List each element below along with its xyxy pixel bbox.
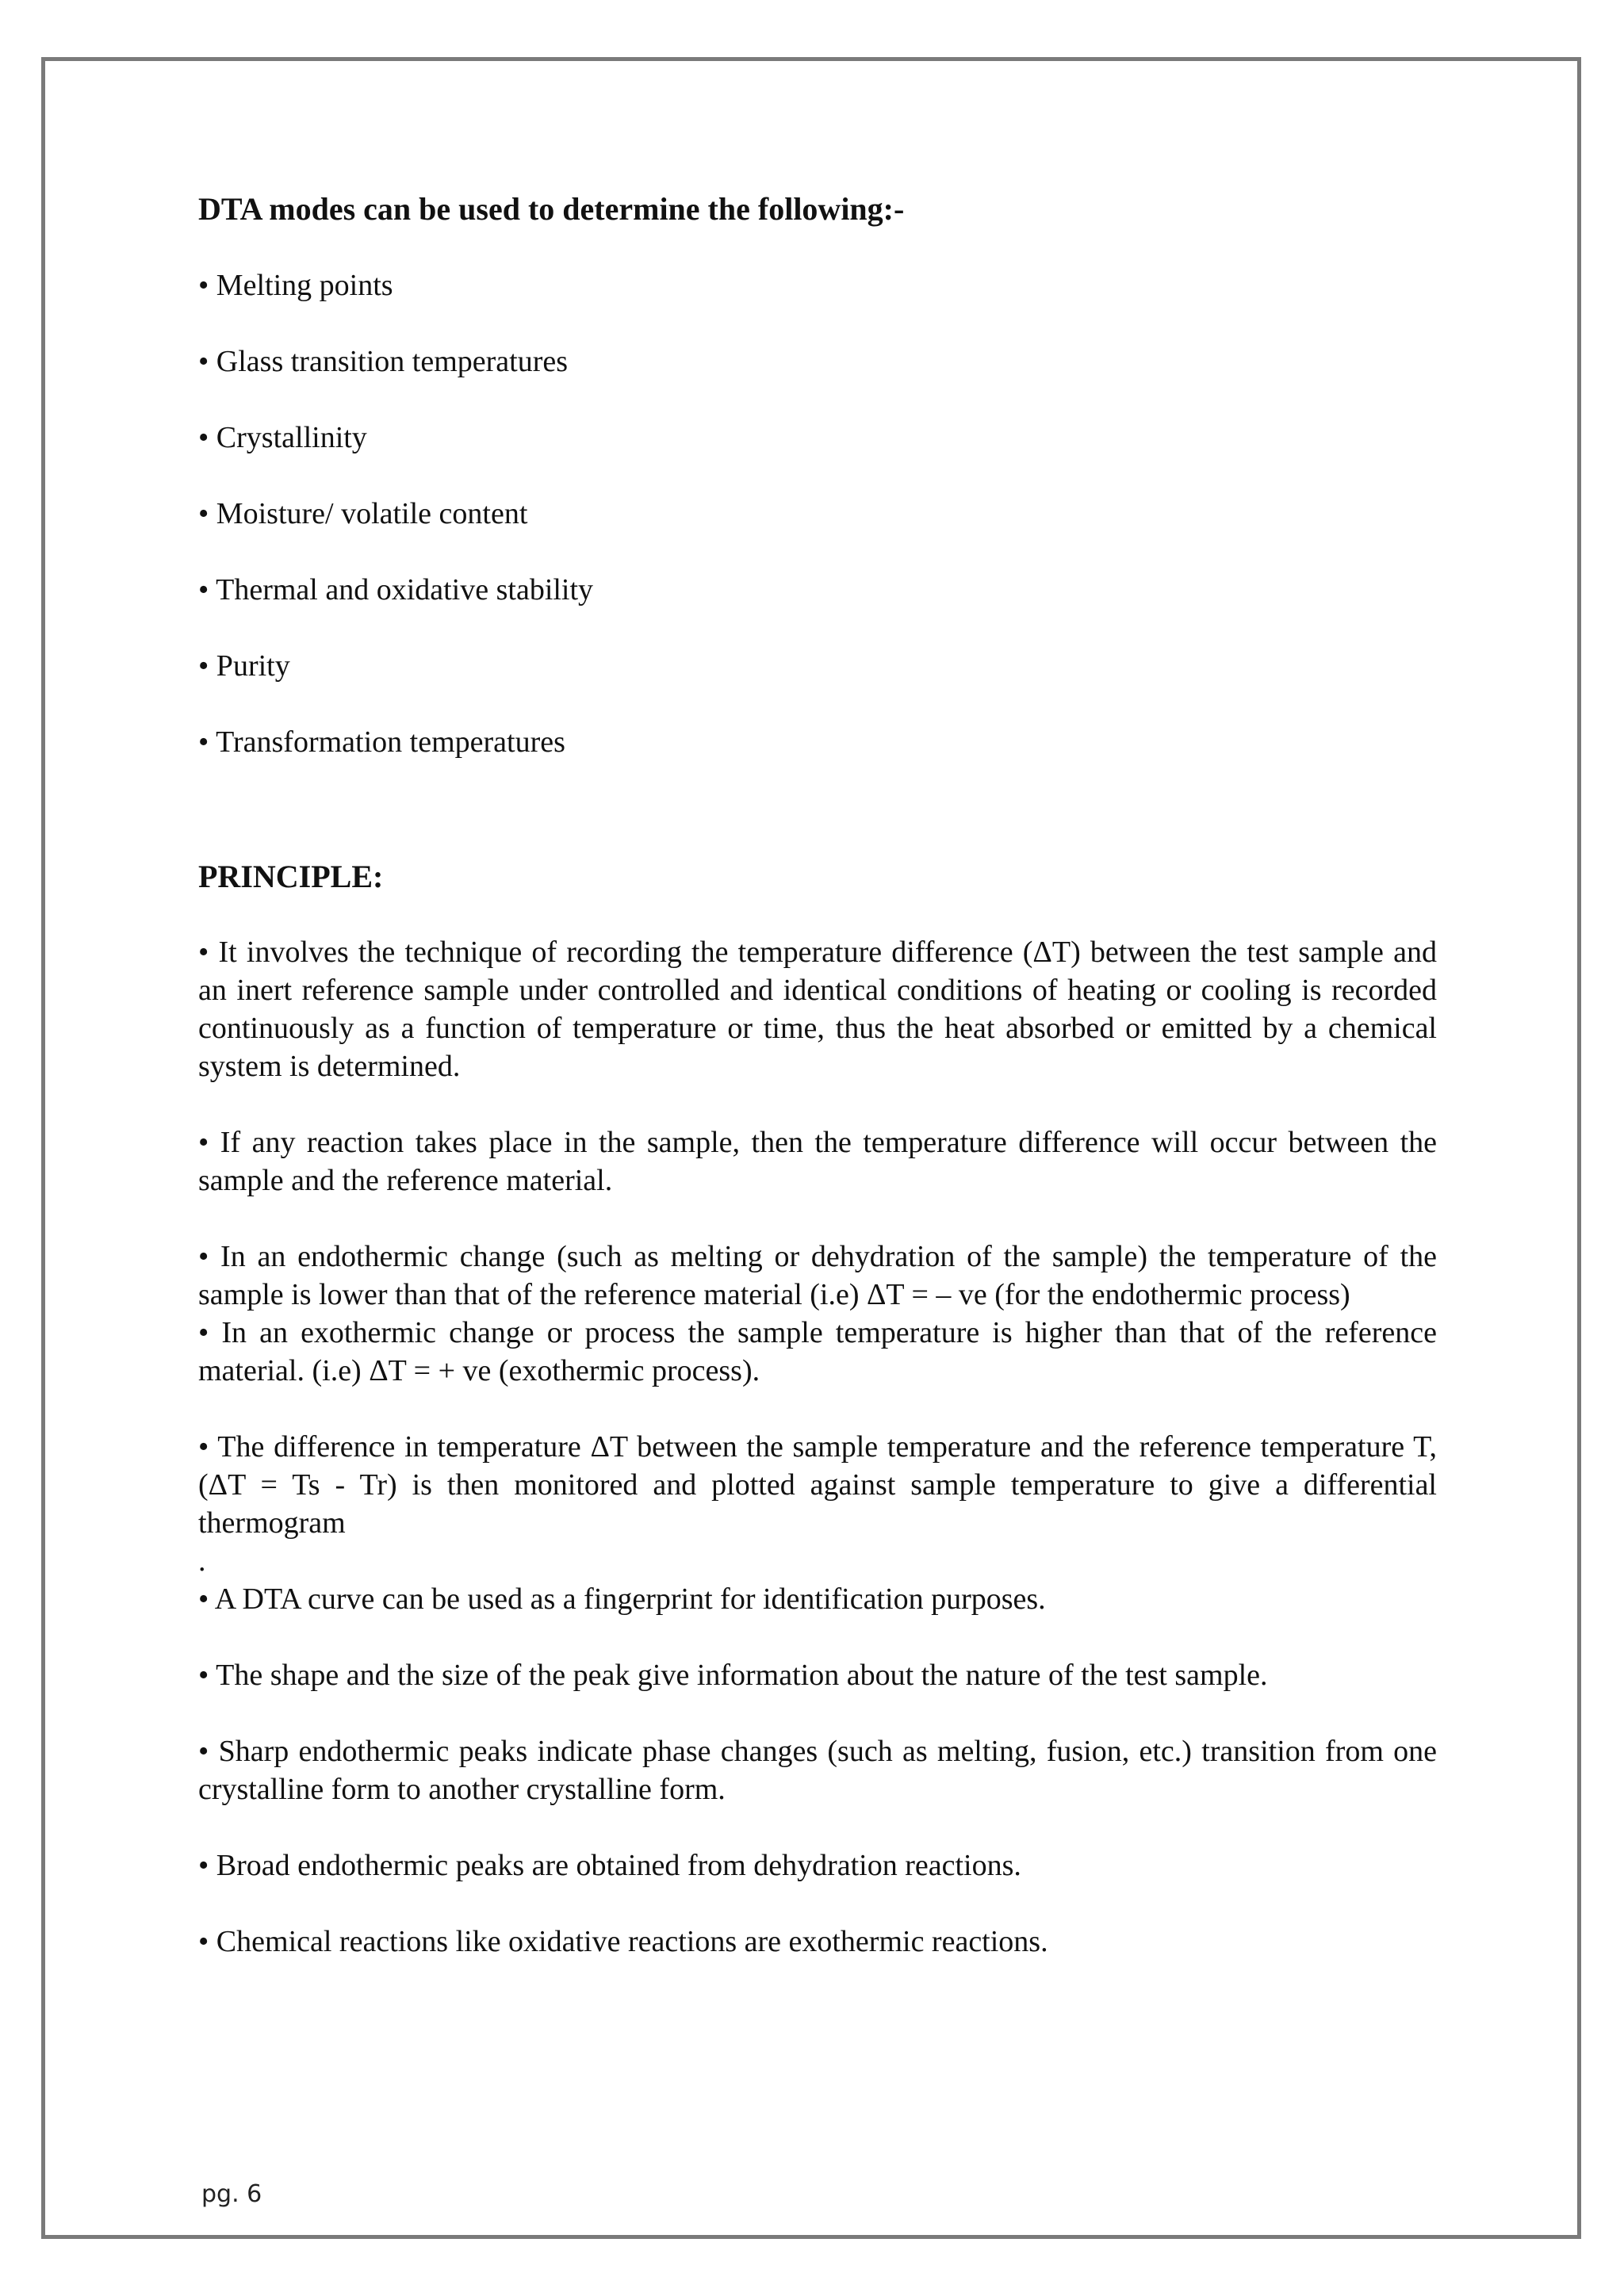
list-item: • Crystallinity <box>198 421 367 454</box>
list-item: • Thermal and oxidative stability <box>198 573 594 607</box>
principle-paragraph: • In an endothermic change (such as melting or dehydration of the sample) the temperature of the sample is lower than that of the reference material (i.e) ΔT = – ve (for the endothermic process) <box>198 1240 1437 1311</box>
section-heading-dta-modes: DTA modes can be used to determine the following:- <box>198 191 905 227</box>
principle-paragraph: • Chemical reactions like oxidative reactions are exothermic reactions. <box>198 1925 1048 1958</box>
principle-paragraph: • The shape and the size of the peak give information about the nature of the test sample. <box>198 1659 1268 1692</box>
dta-uses-list <box>198 266 1437 761</box>
stray-period: . <box>198 1544 206 1578</box>
principle-paragraph: • If any reaction takes place in the sample, then the temperature difference will occur between the sample and the reference material. <box>198 1126 1437 1197</box>
principle-paragraph: • A DTA curve can be used as a fingerprint for identification purposes. <box>198 1582 1046 1616</box>
list-item: • Melting points <box>198 269 393 302</box>
list-item: • Transformation temperatures <box>198 725 565 759</box>
list-item: • Purity <box>198 649 290 683</box>
section-heading-principle: PRINCIPLE: <box>198 859 384 894</box>
page-number: pg. 6 <box>201 2180 262 2208</box>
list-item: • Moisture/ volatile content <box>198 497 528 530</box>
principle-paragraph: • Broad endothermic peaks are obtained from dehydration reactions. <box>198 1849 1021 1882</box>
page-content <box>198 190 1437 1999</box>
principle-paragraph: • It involves the technique of recording the temperature difference (ΔT) between the test sample and an inert reference sample under controlled and identical conditions of heating or cooling is recorded continuously as a function of temperature or time, thus the heat absorbed or emitted by a chemical system is determined. <box>198 936 1437 1083</box>
principle-paragraph: • Sharp endothermic peaks indicate phase changes (such as melting, fusion, etc.) transition from one crystalline form to another crystalline form. <box>198 1735 1437 1806</box>
list-item: • Glass transition temperatures <box>198 345 569 378</box>
principle-paragraph: • The difference in temperature ΔT between the sample temperature and the reference temperature T, (ΔT = Ts - Tr) is then monitored and plotted against sample temperature to give a differential thermogram <box>198 1430 1437 1540</box>
principle-paragraph: • In an exothermic change or process the sample temperature is higher than that of the reference material. (i.e) ΔT = + ve (exothermic process). <box>198 1316 1437 1387</box>
